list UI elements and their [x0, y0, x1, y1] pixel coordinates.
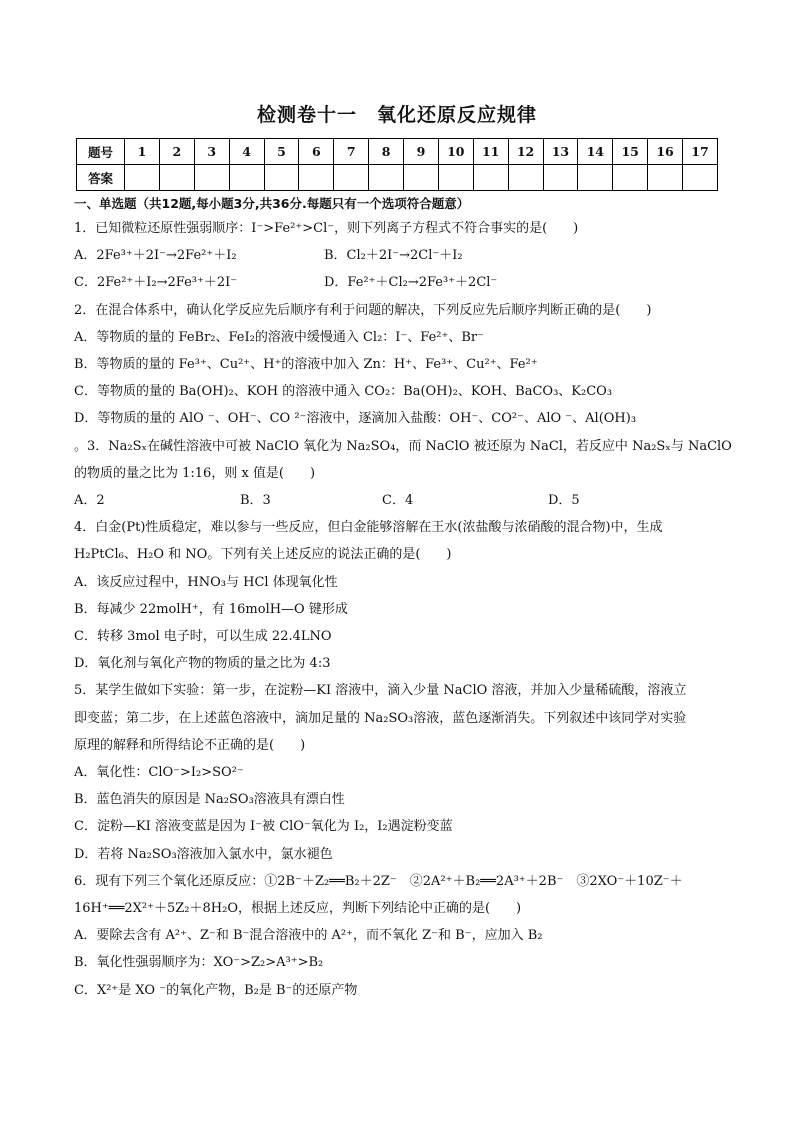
question-stem-continued: 的物质的量之比为 1:16，则 x 值是( )	[74, 465, 316, 481]
option-b: B．每减少 22molH⁺，有 16molH—O 键形成	[74, 601, 348, 617]
question-number: 6	[299, 139, 334, 165]
question-stem: 4．白金(Pt)性质稳定，难以参与一些反应，但白金能够溶解在王水(浓盐酸与浓硝酸的混合物)中，生成	[74, 520, 663, 536]
question-number: 5	[264, 139, 299, 165]
answer-cell[interactable]	[613, 165, 648, 191]
section-heading: 一、单选题（共12题,每小题3分,共36分.每题只有一个选项符合题意）	[74, 196, 470, 211]
option-row	[74, 242, 724, 269]
answer-cell[interactable]	[438, 165, 473, 191]
answer-cell[interactable]	[334, 165, 369, 191]
question-3	[74, 433, 732, 515]
answer-cell[interactable]	[508, 165, 543, 191]
option-d: D．氧化剂与氧化产物的物质的量之比为 4:3	[74, 656, 331, 672]
option-row	[74, 269, 724, 296]
question-stem: 2．在混合体系中，确认化学反应先后顺序有利于问题的解决，下列反应先后顺序判断正确的是( )	[74, 302, 652, 318]
question-number: 15	[613, 139, 648, 165]
answer-table	[76, 138, 718, 191]
question-stem-continued: 16H⁺══2X²⁺＋5Z₂＋8H₂O，根据上述反应，判断下列结论中正确的是( )	[74, 901, 522, 917]
question-number: 8	[369, 139, 404, 165]
answer-cell[interactable]	[125, 165, 160, 191]
question-number-label: 题号	[77, 139, 125, 165]
option-a: A．该反应过程中，HNO₃与 HCl 体现氧化性	[74, 574, 338, 590]
question-number: 10	[438, 139, 473, 165]
question-number: 11	[473, 139, 508, 165]
option-c: C．淀粉—KI 溶液变蓝是因为 I⁻被 ClO⁻氧化为 I₂，I₂遇淀粉变蓝	[74, 819, 453, 835]
question-1	[74, 215, 724, 297]
question-stem: 5．某学生做如下实验：第一步，在淀粉—KI 溶液中，滴入少量 NaClO 溶液，并加入少量稀硫酸，溶液立	[74, 683, 687, 699]
option-d: D．Fe²⁺＋Cl₂→2Fe³⁺＋2Cl⁻	[324, 275, 498, 291]
option-a: A．等物质的量的 FeBr₂、FeI₂的溶液中缓慢通入 Cl₂：I⁻、Fe²⁺、Br⁻	[74, 329, 485, 345]
question-number: 3	[194, 139, 229, 165]
option-row	[74, 487, 724, 514]
option-b: B．蓝色消失的原因是 Na₂SO₃溶液具有漂白性	[74, 792, 345, 808]
question-number: 1	[125, 139, 160, 165]
question-stem: 6．现有下列三个氧化还原反应：①2B⁻＋Z₂══B₂＋2Z⁻ ②2A²⁺＋B₂══2A³⁺＋2B⁻ ③2XO⁻＋10Z⁻＋	[74, 873, 683, 889]
answer-cell[interactable]	[683, 165, 718, 191]
answer-cell[interactable]	[194, 165, 229, 191]
question-number: 17	[683, 139, 718, 165]
question-stem-continued: 原理的解释和所得结论不正确的是( )	[74, 737, 306, 753]
question-stem: 。3．Na₂Sₓ在碱性溶液中可被 NaClO 氧化为 Na₂SO₄，而 NaClO 被还原为 NaCl，若反应中 Na₂Sₓ与 NaClO	[74, 438, 732, 454]
answer-cell[interactable]	[369, 165, 404, 191]
question-number: 2	[159, 139, 194, 165]
question-stem: 1．已知微粒还原性强弱顺序：I⁻>Fe²⁺>Cl⁻，则下列离子方程式不符合事实的是( )	[74, 221, 579, 236]
answer-table-header-row	[77, 139, 718, 165]
question-stem-continued: 即变蓝；第二步，在上述蓝色溶液中，滴加足量的 Na₂SO₃溶液，蓝色逐渐消失。下列叙述中该同学对实验	[74, 710, 687, 726]
answer-cell[interactable]	[648, 165, 683, 191]
option-d: D．等物质的量的 AlO ⁻、OH⁻、CO ²⁻溶液中，逐滴加入盐酸：OH⁻、CO²⁻、AlO ⁻、Al(OH)₃	[74, 411, 637, 427]
page-title: 检测卷十一 氧化还原反应规律	[256, 104, 537, 126]
option-a: A．要除去含有 A²⁺、Z⁻和 B⁻混合溶液中的 A²⁺，而不氧化 Z⁻和 B⁻，应加入 B₂	[74, 928, 543, 944]
answer-cell[interactable]	[299, 165, 334, 191]
question-4	[74, 514, 724, 677]
answer-table-answer-row	[77, 165, 718, 191]
question-number: 12	[508, 139, 543, 165]
question-number: 4	[229, 139, 264, 165]
question-stem-continued: H₂PtCl₆、H₂O 和 NO。下列有关上述反应的说法正确的是( )	[74, 547, 452, 563]
answer-cell[interactable]	[404, 165, 439, 191]
question-number: 7	[334, 139, 369, 165]
question-6	[74, 868, 724, 1004]
option-c: C．2Fe²⁺＋I₂→2Fe³⁺＋2I⁻	[74, 275, 238, 291]
question-number: 14	[578, 139, 613, 165]
question-number: 16	[648, 139, 683, 165]
option-b: B．氧化性强弱顺序为：XO⁻>Z₂>A³⁺>B₂	[74, 955, 324, 971]
question-number: 13	[543, 139, 578, 165]
option-b: B．等物质的量的 Fe³⁺、Cu²⁺、H⁺的溶液中加入 Zn：H⁺、Fe³⁺、Cu²⁺、Fe²⁺	[74, 357, 538, 373]
option-c: C．4	[382, 493, 414, 509]
answer-cell[interactable]	[264, 165, 299, 191]
option-c: C．X²⁺是 XO ⁻的氧化产物，B₂是 B⁻的还原产物	[74, 982, 358, 998]
option-a: A．氧化性：ClO⁻>I₂>SO²⁻	[74, 765, 244, 781]
answer-cell[interactable]	[578, 165, 613, 191]
question-5	[74, 677, 724, 867]
answer-cell[interactable]	[159, 165, 194, 191]
option-b: B．Cl₂＋2I⁻→2Cl⁻＋I₂	[324, 248, 463, 264]
question-number: 9	[404, 139, 439, 165]
option-a: A．2	[74, 493, 105, 509]
answer-cell[interactable]	[543, 165, 578, 191]
question-list	[74, 193, 732, 1004]
option-d: D．若将 Na₂SO₃溶液加入氯水中，氯水褪色	[74, 846, 333, 862]
option-c: C．等物质的量的 Ba(OH)₂、KOH 的溶液中通入 CO₂：Ba(OH)₂、KOH、BaCO₃、K₂CO₃	[74, 384, 613, 400]
answer-cell[interactable]	[229, 165, 264, 191]
answer-cell[interactable]	[473, 165, 508, 191]
option-d: D．5	[548, 493, 580, 509]
option-a: A．2Fe³⁺＋2I⁻→2Fe²⁺＋I₂	[74, 248, 237, 264]
question-2	[74, 297, 724, 433]
option-b: B．3	[240, 493, 271, 509]
answer-label: 答案	[77, 165, 125, 191]
option-c: C．转移 3mol 电子时，可以生成 22.4LNO	[74, 629, 332, 645]
